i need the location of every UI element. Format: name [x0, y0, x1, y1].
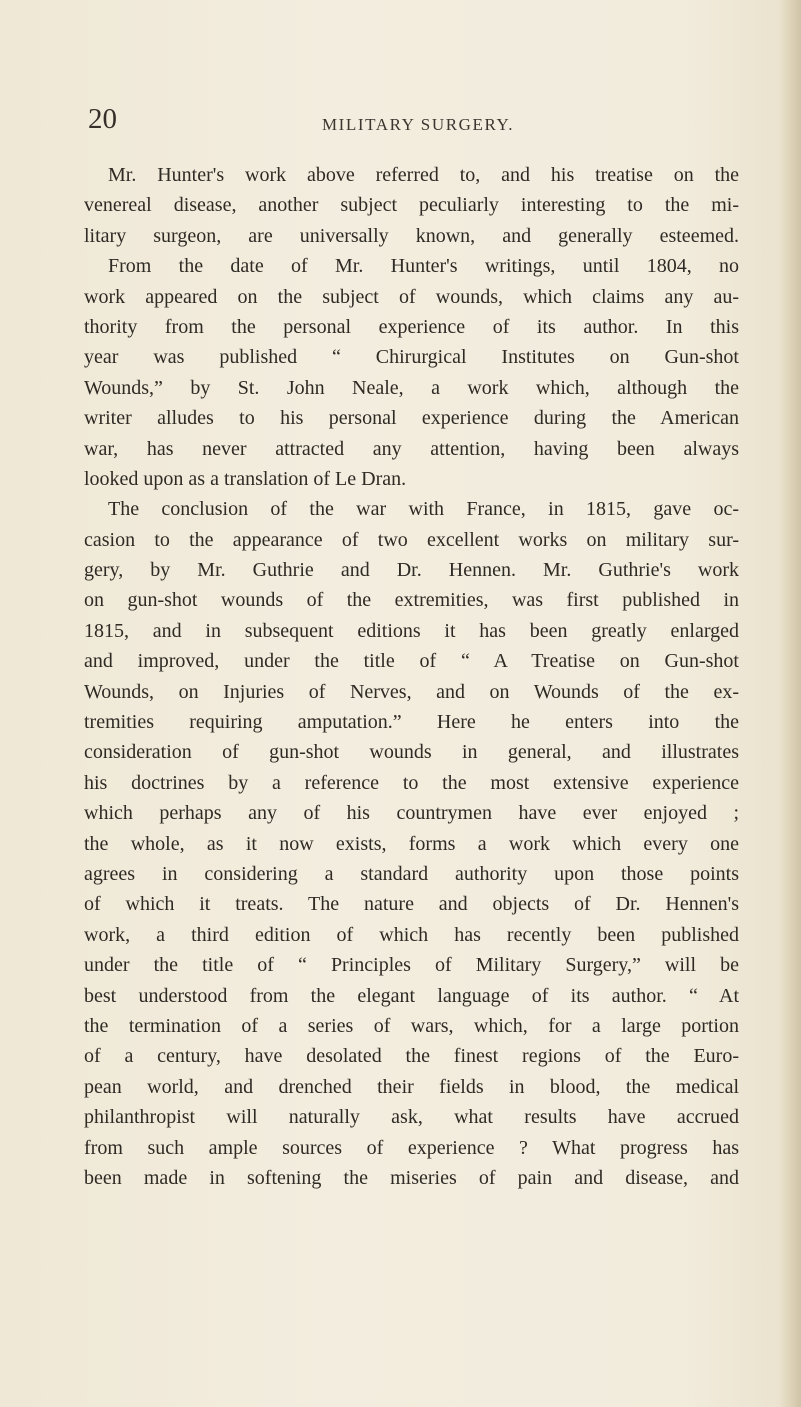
- text-line: Mr. Hunter's work above referred to, and his treatise on the: [108, 164, 739, 186]
- text-line: looked upon as a translation of Le Dran.: [84, 467, 407, 490]
- text-line: war, has never attracted any attention, having been always: [84, 437, 739, 460]
- text-line: year was published “ Chirurgical Institutes on Gun-shot: [84, 346, 739, 369]
- page-edge-shadow: [779, 0, 801, 1407]
- text-line: The conclusion of the war with France, in 1815, gave oc-: [108, 498, 739, 521]
- text-line: tremities requiring amputation.” Here he enters into the: [84, 711, 739, 734]
- text-line: his doctrines by a reference to the most extensive experience: [84, 771, 739, 794]
- text-line: gery, by Mr. Guthrie and Dr. Hennen. Mr. Guthrie's work: [84, 559, 739, 582]
- text-line: litary surgeon, are universally known, and generally esteemed.: [84, 224, 739, 247]
- text-line: casion to the appearance of two excellent works on military sur-: [84, 528, 739, 551]
- text-line: venereal disease, another subject peculiarly interesting to the mi-: [84, 194, 739, 217]
- text-line: pean world, and drenched their fields in blood, the medical: [84, 1075, 739, 1098]
- text-line: the whole, as it now exists, forms a work which every one: [84, 832, 739, 855]
- text-line: from such ample sources of experience ? What progress has: [84, 1136, 739, 1159]
- text-line: under the title of “ Principles of Military Surgery,” will be: [84, 954, 739, 977]
- text-line: agrees in considering a standard authority upon those points: [84, 862, 739, 885]
- text-line: From the date of Mr. Hunter's writings, until 1804, no: [108, 255, 739, 278]
- running-head: [88, 103, 748, 143]
- text-line: consideration of gun-shot wounds in general, and illustrates: [84, 741, 739, 764]
- text-line: which perhaps any of his countrymen have ever enjoyed ;: [84, 802, 739, 825]
- text-line: Wounds, on Injuries of Nerves, and on Wounds of the ex-: [84, 680, 739, 703]
- text-line: thority from the personal experience of its author. In this: [84, 315, 739, 338]
- text-line: and improved, under the title of “ A Treatise on Gun-shot: [84, 650, 739, 673]
- text-line: Wounds,” by St. John Neale, a work which, although the: [84, 376, 739, 399]
- text-line: philanthropist will naturally ask, what results have accrued: [84, 1106, 739, 1129]
- text-line: of a century, have desolated the finest regions of the Euro-: [84, 1045, 739, 1068]
- page-number: 20: [88, 103, 117, 135]
- text-line: on gun-shot wounds of the extremities, was first published in: [84, 589, 739, 612]
- text-line: best understood from the elegant language of its author. “ At: [84, 984, 739, 1007]
- text-line: been made in softening the miseries of pain and disease, and: [84, 1166, 739, 1189]
- text-line: work, a third edition of which has recently been published: [84, 923, 739, 946]
- text-line: 1815, and in subsequent editions it has been greatly enlarged: [84, 619, 739, 642]
- text-line: the termination of a series of wars, which, for a large portion: [84, 1014, 739, 1037]
- text-line: work appeared on the subject of wounds, which claims any au-: [84, 285, 739, 308]
- text-line: writer alludes to his personal experience during the American: [84, 407, 739, 430]
- running-title: MILITARY SURGERY.: [321, 115, 515, 134]
- text-line: of which it treats. The nature and objects of Dr. Hennen's: [84, 893, 739, 916]
- body-text: [84, 160, 739, 1193]
